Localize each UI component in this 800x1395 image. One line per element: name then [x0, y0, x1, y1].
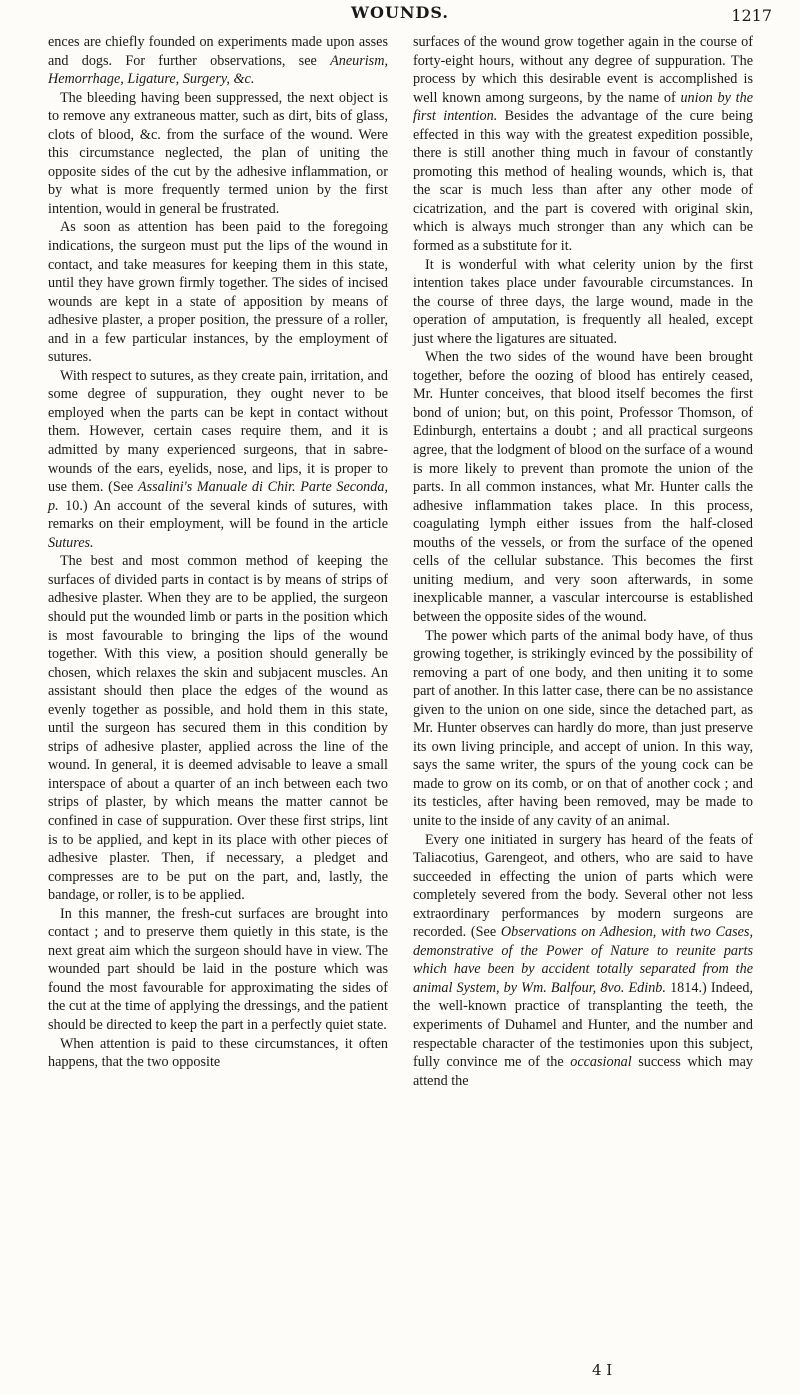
emphasis: union by the first intention. — [413, 89, 753, 125]
left-column — [48, 33, 388, 1072]
paragraph: Every one initiated in surgery has heard of the feats of Taliacotius, Garengeot, and others, who are said to have succeeded in effecting the union of parts which were completely severed from the body. Several other not less extraordinary performances by modern surgeons are recorded. (See Observations on Adhesion, with two Cases, demonstrative of the Power of Nature to reunite parts which have been by accident totally separated from the animal System, by Wm. Balfour, 8vo. Edinb. 1814.) Indeed, the well-known practice of transplanting the teeth, the experiments of Duhamel and Hunter, and the number and respectable character of the testimonies upon this subject, fully convince me of the occasional success which may attend the — [413, 831, 753, 1089]
paragraph: With respect to sutures, as they create pain, irritation, and some degree of suppuration, they ought never to be employed when the parts can be kept in contact without them. However, certain cases require them, and it is admitted by many experienced surgeons, that in sabre-wounds of the ears, eyelids, nose, and lips, it is proper to use them. (See Assalini's Manuale di Chir. Parte Seconda, p. 10.) An account of the several kinds of sutures, with remarks on their employment, will be found in the article Sutures. — [48, 367, 388, 551]
paragraph: The bleeding having been suppressed, the next object is to remove any extraneous matter, such as dirt, bits of glass, clots of blood, &c. from the surface of the wound. Were this circumstance neglected, the plan of uniting the opposite sides of the cut by the adhesive inflammation, or by what is more frequently termed union by the first intention, would in general be frustrated. — [48, 89, 388, 217]
page-number: 1217 — [731, 6, 772, 25]
signature-mark: 4 I — [592, 1361, 613, 1379]
cross-reference: Sutures. — [48, 534, 94, 551]
cross-reference: Aneurism, Hemorrhage, Ligature, Surgery, &c. — [48, 52, 388, 88]
paragraph: When the two sides of the wound have been brought together, before the oozing of blood has entirely ceased, Mr. Hunter conceives, that blood itself becomes the first bond of union; but, on this point, Professor Thomson, of Edinburgh, entertains a doubt ; and all practical surgeons agree, that the lodgment of blood on the surface of a wound is more likely to prevent than promote the union of the parts. In all common instances, what Mr. Hunter calls the adhesive inflammation takes place. In this process, coagulating lymph either issues from the half-closed mouths of the vessels, or from the surface of the opened cells of the cellular substance. This becomes the first uniting medium, and very soon afterwards, in some inexplicable manner, a vascular intercourse is established between the opposite sides of the wound. — [413, 349, 753, 625]
paragraph: The best and most common method of keeping the surfaces of divided parts in contact is by means of strips of adhesive plaster. When they are to be applied, the surgeon should put the wounded limb or parts in the position which is most favourable to bringing the lips of the wound together. With this view, a position should generally be chosen, which relaxes the skin and subjacent muscles. An assistant should then place the edges of the wound as evenly together as possible, and hold them in this state, until the surgeon has secured them in this condition by strips of adhesive plaster, applied across the line of the wound. In general, it is deemed advisable to leave a small interspace of about a quarter of an inch between each two strips of plaster, by which means the matter cannot be confined in case of suppuration. Over these first strips, lint is to be applied, and kept in its place with other pieces of adhesive plaster. Then, if necessary, a pledget and compresses are to be put on the part, and, lastly, the bandage, or roller, is to be applied. — [48, 553, 388, 904]
paragraph: ences are chiefly founded on experiments made upon asses and dogs. For further observations, see Aneurism, Hemorrhage, Ligature, Surgery, &c. — [48, 34, 388, 88]
paragraph: When attention is paid to these circumstances, it often happens, that the two opposite — [48, 1035, 388, 1071]
paragraph: It is wonderful with what celerity union by the first intention takes place under favourable circumstances. In the course of three days, the large wound, made in the operation of amputation, is frequently all healed, except just where the ligatures are situated. — [413, 256, 753, 347]
paragraph: The power which parts of the animal body have, of thus growing together, is strikingly evinced by the possibility of removing a part of one body, and then uniting it to some part of another. In this latter case, there can be no assistance given to the union on one side, since the detached part, as Mr. Hunter observes can hardly do more, than just preserve its own living principle, and accept of union. In this way, says the same writer, the spurs of the young cock can be made to grow on its comb, or on that of another cock ; and its testicles, after having been removed, may be made to unite to the inside of any cavity of an animal. — [413, 627, 753, 829]
citation: Assalini's Manuale di Chir. Parte Seconda, p. — [48, 479, 388, 514]
page-header — [0, 0, 800, 26]
citation: Observations on Adhesion, with two Cases, demonstrative of the Power of Nature to reunite parts which have been by accident totally separated from the animal System, by Wm. Balfour, 8vo. Edinb. — [413, 924, 753, 996]
paragraph: surfaces of the wound grow together again in the course of forty-eight hours, without any degree of suppuration. The process by which this desirable event is accomplished is well known among surgeons, by the name of union by the first intention. Besides the advantage of the cure being effected in this way with the greatest expedition possible, there is still another thing much in favour of constantly promoting this method of healing wounds, which is, that the scar is much less than after any other mode of cicatrization, and the part is covered with original skin, which is always much stronger than any which can be formed as a substitute for it. — [413, 34, 753, 255]
emphasis: occasional — [570, 1054, 632, 1071]
paragraph: As soon as attention has been paid to the foregoing indications, the surgeon must put the lips of the wound in contact, and take measures for keeping them in this state, until they have grown firmly together. The sides of incised wounds are kept in a state of apposition by means of adhesive plaster, a proper position, the pressure of a roller, and in a few particular instances, by the employment of sutures. — [48, 219, 388, 366]
paragraph: In this manner, the fresh-cut surfaces are brought into contact ; and to preserve them quietly in this state, is the next great aim which the surgeon should have in view. The wounded part should be laid in the posture which was found the most favourable for approximating the sides of the cut at the time of applying the dressings, and the patient should be directed to keep the part in a perfectly quiet state. — [48, 905, 388, 1033]
right-column — [413, 33, 753, 1090]
running-head: WOUNDS. — [351, 3, 449, 22]
